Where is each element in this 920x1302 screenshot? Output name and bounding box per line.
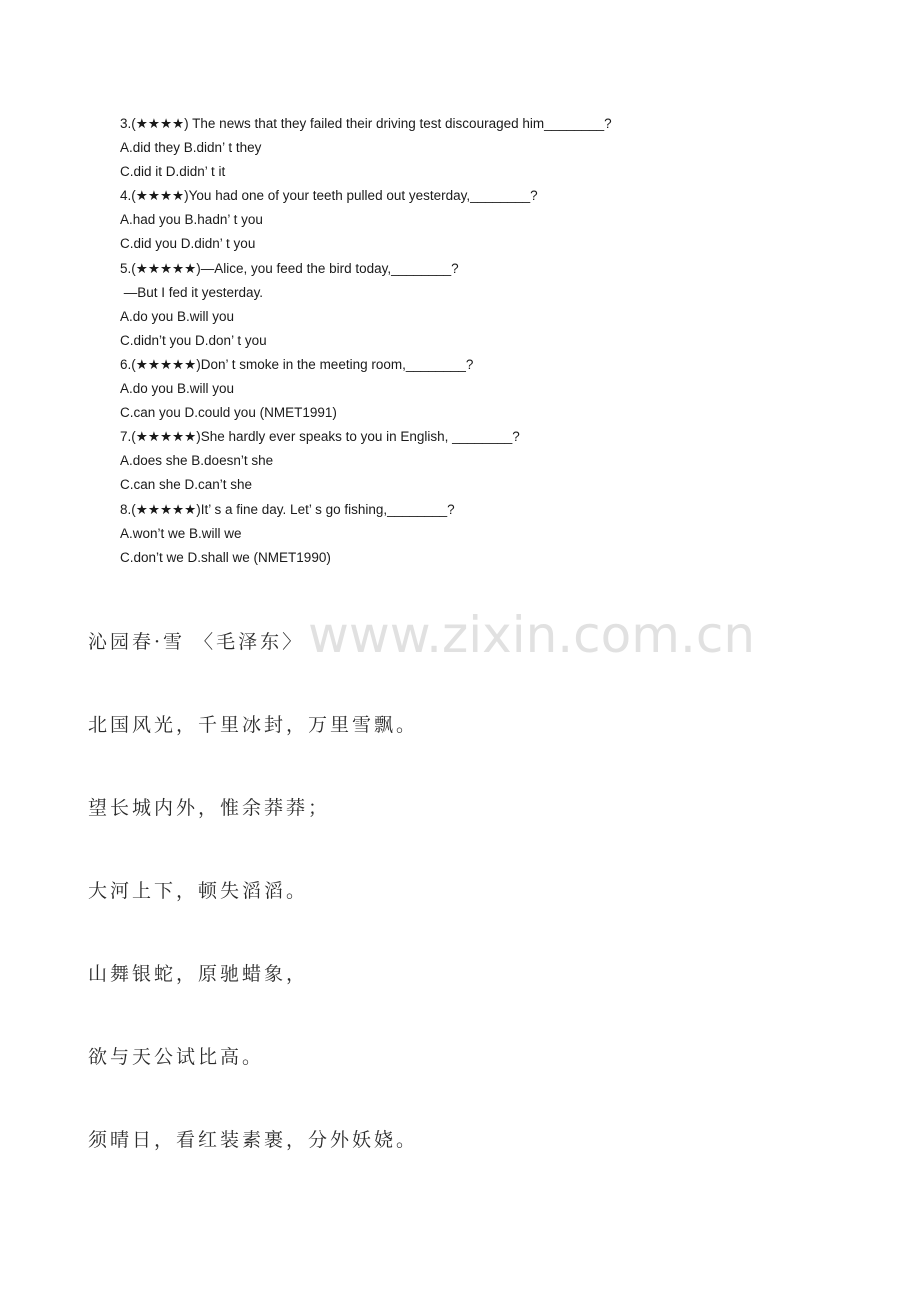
poem-line: 欲与天公试比高。 <box>88 1046 265 1068</box>
question-5-options-ab: A.do you B.will you <box>120 308 235 324</box>
poem-line: 北国风光，千里冰封，万里雪飘。 <box>88 714 419 736</box>
exercise-list <box>120 112 820 570</box>
poem-title: 沁园春·雪 〈毛泽东〉 <box>88 631 305 653</box>
poem <box>88 622 848 1203</box>
question-8: 8.(★★★★★)It’ s a fine day. Let’ s go fishing,________? <box>120 501 455 517</box>
poem-line: 望长城内外，惟余莽莽； <box>88 797 331 819</box>
question-7: 7.(★★★★★)She hardly ever speaks to you in English, ________? <box>120 429 520 445</box>
question-5-reply: —But I fed it yesterday. <box>120 284 264 300</box>
question-7-options-cd: C.can she D.can’t she <box>120 477 253 493</box>
watermark: www.zixin.com.cn <box>308 606 756 664</box>
poem-line: 山舞银蛇，原驰蜡象， <box>88 963 309 985</box>
question-6-options-cd: C.can you D.could you (NMET1991) <box>120 405 337 421</box>
question-5: 5.(★★★★★)—Alice, you feed the bird today,________? <box>120 260 459 276</box>
question-6: 6.(★★★★★)Don’ t smoke in the meeting room,________? <box>120 356 474 372</box>
question-3: 3.(★★★★) The news that they failed their driving test discouraged him________? <box>120 116 612 131</box>
question-7-options-ab: A.does she B.doesn’t she <box>120 453 274 469</box>
question-3-options-ab: A.did they B.didn’ t they <box>120 140 262 156</box>
question-4: 4.(★★★★)You had one of your teeth pulled out yesterday,________? <box>120 188 538 204</box>
poem-line: 须晴日，看红装素裹，分外妖娆。 <box>88 1129 419 1151</box>
question-4-options-cd: C.did you D.didn’ t you <box>120 236 256 252</box>
question-8-options-ab: A.won’t we B.will we <box>120 525 242 541</box>
question-4-options-ab: A.had you B.hadn’ t you <box>120 212 263 228</box>
question-8-options-cd: C.don’t we D.shall we (NMET1990) <box>120 549 331 565</box>
poem-line: 大河上下，顿失滔滔。 <box>88 880 309 902</box>
question-5-options-cd: C.didn’t you D.don’ t you <box>120 332 267 348</box>
question-6-options-ab: A.do you B.will you <box>120 381 235 397</box>
question-3-options-cd: C.did it D.didn’ t it <box>120 164 226 180</box>
